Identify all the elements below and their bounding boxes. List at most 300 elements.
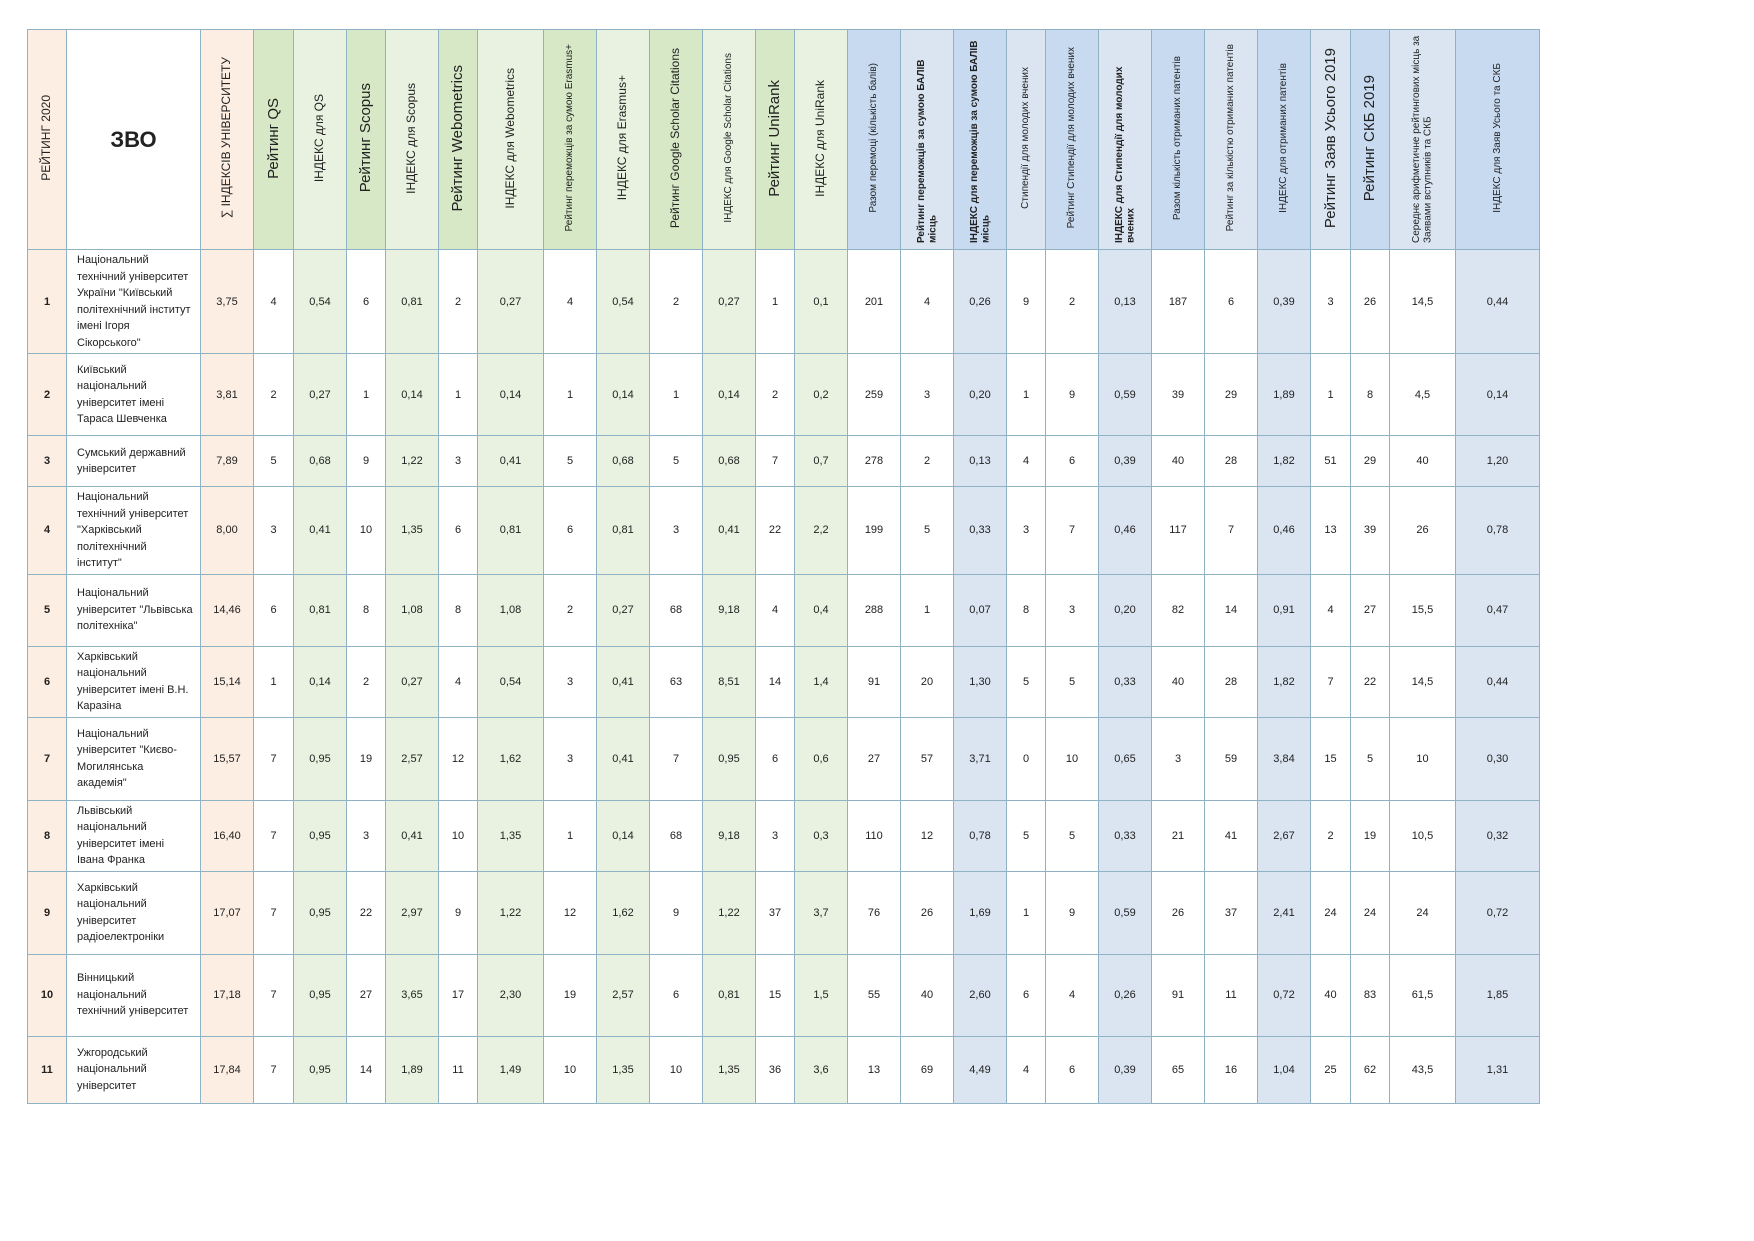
header-index-webometrics: ІНДЕКС для Webometrics	[478, 30, 544, 250]
cell-mean-rank-applications-skb: 14,5	[1390, 250, 1456, 354]
cell-young-scientist-grants: 9	[1007, 250, 1046, 354]
cell-index-qs: 0,95	[294, 871, 347, 954]
cell-index-qs: 0,95	[294, 1036, 347, 1103]
cell-rank-2020: 7	[28, 717, 67, 800]
cell-mean-rank-applications-skb: 26	[1390, 487, 1456, 575]
cell-index-patents: 1,89	[1258, 354, 1311, 436]
cell-university-name: Національний університет "Львівська політехніка"	[67, 574, 201, 646]
cell-index-patents: 3,84	[1258, 717, 1311, 800]
header-index-young-scientist-grants: ІНДЕКС для Стипендії для молодих вчених	[1099, 30, 1152, 250]
cell-index-google-scholar: 1,22	[703, 871, 756, 954]
table-row	[28, 250, 1540, 354]
cell-index-applications-skb: 0,72	[1456, 871, 1540, 954]
cell-index-qs: 0,27	[294, 354, 347, 436]
cell-rank-patents: 29	[1205, 354, 1258, 436]
header-zvo: ЗВО	[67, 30, 201, 250]
cell-index-qs: 0,68	[294, 436, 347, 487]
header-mean-rank-applications-skb: Середнє арифметичне рейтингових місць за Заявами вступників та СКБ	[1390, 30, 1456, 250]
cell-index-patents: 1,82	[1258, 646, 1311, 717]
cell-index-erasmus: 1,35	[597, 1036, 650, 1103]
cell-university-name: Харківський національний університет радіоелектроніки	[67, 871, 201, 954]
cell-rank-unirank: 36	[756, 1036, 795, 1103]
header-rank-skb-2019: Рейтинг СКБ 2019	[1351, 30, 1390, 250]
cell-sum-index: 8,00	[201, 487, 254, 575]
cell-total-wins-points: 259	[848, 354, 901, 436]
cell-index-patents: 1,82	[1258, 436, 1311, 487]
cell-rank-skb-2019: 39	[1351, 487, 1390, 575]
cell-university-name: Київський національний університет імені Тараса Шевченка	[67, 354, 201, 436]
cell-index-google-scholar: 0,68	[703, 436, 756, 487]
cell-index-young-scientist-grants: 0,26	[1099, 954, 1152, 1036]
cell-rank-young-scientist-grants: 4	[1046, 954, 1099, 1036]
table-row	[28, 574, 1540, 646]
table-row	[28, 871, 1540, 954]
cell-index-unirank: 2,2	[795, 487, 848, 575]
cell-sum-index: 7,89	[201, 436, 254, 487]
cell-mean-rank-applications-skb: 43,5	[1390, 1036, 1456, 1103]
cell-index-erasmus: 0,14	[597, 354, 650, 436]
cell-rank-applications-2019: 3	[1311, 250, 1351, 354]
header-index-google-scholar: ІНДЕКС для Google Scholar Citations	[703, 30, 756, 250]
cell-index-google-scholar: 0,95	[703, 717, 756, 800]
cell-rank-young-scientist-grants: 10	[1046, 717, 1099, 800]
cell-index-patents: 2,41	[1258, 871, 1311, 954]
table-row	[28, 354, 1540, 436]
cell-rank-skb-2019: 8	[1351, 354, 1390, 436]
table-body	[28, 250, 1540, 1104]
header-rank-wins-points: Рейтинг переможців за сумою БАЛІВ місць	[901, 30, 954, 250]
cell-rank-2020: 2	[28, 354, 67, 436]
cell-rank-2020: 3	[28, 436, 67, 487]
cell-index-unirank: 0,4	[795, 574, 848, 646]
cell-index-applications-skb: 0,14	[1456, 354, 1540, 436]
cell-mean-rank-applications-skb: 14,5	[1390, 646, 1456, 717]
cell-rank-applications-2019: 24	[1311, 871, 1351, 954]
header-rank-patents: Рейтинг за кількістю отриманих патентів	[1205, 30, 1258, 250]
cell-total-patents: 40	[1152, 646, 1205, 717]
header-index-patents: ІНДЕКС для отриманих патентів	[1258, 30, 1311, 250]
cell-index-applications-skb: 0,30	[1456, 717, 1540, 800]
cell-rank-unirank: 2	[756, 354, 795, 436]
cell-index-patents: 0,46	[1258, 487, 1311, 575]
cell-index-scopus: 1,89	[386, 1036, 439, 1103]
cell-index-applications-skb: 1,85	[1456, 954, 1540, 1036]
rating-table	[27, 29, 1540, 1104]
cell-rank-young-scientist-grants: 6	[1046, 436, 1099, 487]
cell-total-wins-points: 76	[848, 871, 901, 954]
cell-rank-applications-2019: 7	[1311, 646, 1351, 717]
cell-rank-qs: 4	[254, 250, 294, 354]
cell-rank-unirank: 15	[756, 954, 795, 1036]
cell-rank-scopus: 14	[347, 1036, 386, 1103]
cell-sum-index: 17,84	[201, 1036, 254, 1103]
cell-rank-applications-2019: 4	[1311, 574, 1351, 646]
cell-index-unirank: 3,6	[795, 1036, 848, 1103]
cell-rank-2020: 6	[28, 646, 67, 717]
cell-rank-skb-2019: 29	[1351, 436, 1390, 487]
cell-rank-qs: 7	[254, 1036, 294, 1103]
cell-index-scopus: 2,97	[386, 871, 439, 954]
header-index-applications-skb: ІНДЕКС для Заяв Усього та СКБ	[1456, 30, 1540, 250]
cell-index-scopus: 0,81	[386, 250, 439, 354]
cell-rank-erasmus: 6	[544, 487, 597, 575]
table-row	[28, 646, 1540, 717]
cell-index-unirank: 0,1	[795, 250, 848, 354]
cell-rank-webometrics: 12	[439, 717, 478, 800]
cell-index-erasmus: 0,41	[597, 646, 650, 717]
cell-index-qs: 0,14	[294, 646, 347, 717]
cell-rank-wins-points: 20	[901, 646, 954, 717]
cell-rank-google-scholar: 2	[650, 250, 703, 354]
cell-index-unirank: 0,3	[795, 800, 848, 871]
cell-rank-qs: 2	[254, 354, 294, 436]
cell-index-scopus: 3,65	[386, 954, 439, 1036]
cell-sum-index: 3,81	[201, 354, 254, 436]
cell-rank-2020: 9	[28, 871, 67, 954]
cell-total-wins-points: 27	[848, 717, 901, 800]
cell-index-scopus: 1,22	[386, 436, 439, 487]
cell-mean-rank-applications-skb: 24	[1390, 871, 1456, 954]
cell-rank-skb-2019: 26	[1351, 250, 1390, 354]
header-rank-young-scientist-grants: Рейтинг Стипендії для молодих вчених	[1046, 30, 1099, 250]
cell-rank-webometrics: 4	[439, 646, 478, 717]
cell-index-wins-points: 1,69	[954, 871, 1007, 954]
cell-rank-google-scholar: 68	[650, 800, 703, 871]
cell-rank-wins-points: 26	[901, 871, 954, 954]
cell-index-google-scholar: 0,27	[703, 250, 756, 354]
cell-rank-young-scientist-grants: 6	[1046, 1036, 1099, 1103]
cell-index-webometrics: 1,62	[478, 717, 544, 800]
cell-rank-scopus: 6	[347, 250, 386, 354]
cell-index-erasmus: 0,14	[597, 800, 650, 871]
cell-total-wins-points: 13	[848, 1036, 901, 1103]
cell-rank-skb-2019: 22	[1351, 646, 1390, 717]
cell-rank-wins-points: 1	[901, 574, 954, 646]
cell-index-patents: 1,04	[1258, 1036, 1311, 1103]
cell-index-webometrics: 0,14	[478, 354, 544, 436]
cell-index-young-scientist-grants: 0,59	[1099, 871, 1152, 954]
cell-total-wins-points: 91	[848, 646, 901, 717]
cell-index-google-scholar: 9,18	[703, 574, 756, 646]
cell-university-name: Вінницький національний технічний університет	[67, 954, 201, 1036]
cell-rank-google-scholar: 6	[650, 954, 703, 1036]
cell-rank-patents: 14	[1205, 574, 1258, 646]
cell-rank-2020: 4	[28, 487, 67, 575]
cell-index-webometrics: 1,08	[478, 574, 544, 646]
cell-mean-rank-applications-skb: 61,5	[1390, 954, 1456, 1036]
cell-rank-google-scholar: 10	[650, 1036, 703, 1103]
cell-rank-skb-2019: 19	[1351, 800, 1390, 871]
cell-rank-applications-2019: 2	[1311, 800, 1351, 871]
cell-rank-2020: 11	[28, 1036, 67, 1103]
cell-rank-webometrics: 17	[439, 954, 478, 1036]
cell-rank-webometrics: 10	[439, 800, 478, 871]
cell-rank-2020: 10	[28, 954, 67, 1036]
cell-young-scientist-grants: 4	[1007, 436, 1046, 487]
cell-mean-rank-applications-skb: 10,5	[1390, 800, 1456, 871]
cell-rank-wins-points: 2	[901, 436, 954, 487]
cell-index-wins-points: 1,30	[954, 646, 1007, 717]
cell-young-scientist-grants: 8	[1007, 574, 1046, 646]
cell-index-qs: 0,95	[294, 717, 347, 800]
cell-index-patents: 2,67	[1258, 800, 1311, 871]
header-young-scientist-grants: Стипендії для молодих вчених	[1007, 30, 1046, 250]
cell-index-unirank: 0,7	[795, 436, 848, 487]
cell-rank-unirank: 4	[756, 574, 795, 646]
cell-index-wins-points: 4,49	[954, 1036, 1007, 1103]
cell-young-scientist-grants: 5	[1007, 646, 1046, 717]
table-row	[28, 1036, 1540, 1103]
cell-index-webometrics: 0,27	[478, 250, 544, 354]
cell-young-scientist-grants: 0	[1007, 717, 1046, 800]
cell-index-erasmus: 0,54	[597, 250, 650, 354]
header-index-qs: ІНДЕКС для QS	[294, 30, 347, 250]
cell-rank-qs: 7	[254, 800, 294, 871]
cell-rank-erasmus: 1	[544, 800, 597, 871]
cell-rank-erasmus: 19	[544, 954, 597, 1036]
cell-sum-index: 17,07	[201, 871, 254, 954]
cell-index-google-scholar: 0,81	[703, 954, 756, 1036]
cell-university-name: Харківський національний університет імені В.Н. Каразіна	[67, 646, 201, 717]
cell-rank-webometrics: 6	[439, 487, 478, 575]
cell-total-wins-points: 288	[848, 574, 901, 646]
cell-index-applications-skb: 0,44	[1456, 250, 1540, 354]
cell-index-erasmus: 0,41	[597, 717, 650, 800]
cell-rank-young-scientist-grants: 2	[1046, 250, 1099, 354]
cell-rank-applications-2019: 13	[1311, 487, 1351, 575]
cell-rank-qs: 1	[254, 646, 294, 717]
cell-mean-rank-applications-skb: 10	[1390, 717, 1456, 800]
cell-rank-qs: 3	[254, 487, 294, 575]
cell-rank-patents: 37	[1205, 871, 1258, 954]
header-sum-index: ∑ ІНДЕКСІВ УНІВЕРСИТЕТУ	[201, 30, 254, 250]
cell-sum-index: 15,57	[201, 717, 254, 800]
cell-young-scientist-grants: 5	[1007, 800, 1046, 871]
cell-rank-skb-2019: 5	[1351, 717, 1390, 800]
cell-index-erasmus: 0,27	[597, 574, 650, 646]
cell-rank-google-scholar: 7	[650, 717, 703, 800]
cell-rank-patents: 16	[1205, 1036, 1258, 1103]
cell-rank-scopus: 3	[347, 800, 386, 871]
cell-rank-patents: 6	[1205, 250, 1258, 354]
cell-index-webometrics: 1,22	[478, 871, 544, 954]
cell-rank-webometrics: 11	[439, 1036, 478, 1103]
cell-rank-applications-2019: 40	[1311, 954, 1351, 1036]
cell-index-unirank: 1,5	[795, 954, 848, 1036]
cell-rank-webometrics: 1	[439, 354, 478, 436]
header-rank-webometrics: Рейтинг Webometrics	[439, 30, 478, 250]
cell-rank-young-scientist-grants: 5	[1046, 646, 1099, 717]
header-rank-google-scholar: Рейтинг Google Scholar Citations	[650, 30, 703, 250]
cell-rank-applications-2019: 51	[1311, 436, 1351, 487]
cell-index-patents: 0,72	[1258, 954, 1311, 1036]
cell-index-qs: 0,54	[294, 250, 347, 354]
cell-index-erasmus: 0,81	[597, 487, 650, 575]
cell-index-young-scientist-grants: 0,33	[1099, 646, 1152, 717]
cell-index-erasmus: 0,68	[597, 436, 650, 487]
cell-rank-patents: 28	[1205, 436, 1258, 487]
cell-rank-google-scholar: 3	[650, 487, 703, 575]
cell-rank-patents: 59	[1205, 717, 1258, 800]
cell-index-wins-points: 2,60	[954, 954, 1007, 1036]
table-row	[28, 717, 1540, 800]
header-rank-scopus: Рейтинг Scopus	[347, 30, 386, 250]
cell-rank-2020: 5	[28, 574, 67, 646]
cell-young-scientist-grants: 3	[1007, 487, 1046, 575]
cell-rank-scopus: 22	[347, 871, 386, 954]
cell-index-wins-points: 0,13	[954, 436, 1007, 487]
cell-index-wins-points: 0,78	[954, 800, 1007, 871]
cell-index-applications-skb: 0,78	[1456, 487, 1540, 575]
cell-rank-scopus: 10	[347, 487, 386, 575]
cell-index-webometrics: 1,35	[478, 800, 544, 871]
cell-index-google-scholar: 9,18	[703, 800, 756, 871]
cell-rank-qs: 6	[254, 574, 294, 646]
cell-university-name: Національний технічний університет України "Київський політехнічний інститут імені Ігоря Сікорського"	[67, 250, 201, 354]
cell-rank-skb-2019: 27	[1351, 574, 1390, 646]
cell-index-webometrics: 0,54	[478, 646, 544, 717]
table-row	[28, 487, 1540, 575]
cell-total-patents: 39	[1152, 354, 1205, 436]
cell-index-qs: 0,81	[294, 574, 347, 646]
cell-index-webometrics: 0,41	[478, 436, 544, 487]
cell-total-wins-points: 55	[848, 954, 901, 1036]
cell-rank-applications-2019: 1	[1311, 354, 1351, 436]
cell-total-wins-points: 199	[848, 487, 901, 575]
cell-rank-patents: 7	[1205, 487, 1258, 575]
cell-rank-scopus: 2	[347, 646, 386, 717]
cell-university-name: Національний технічний університет "Харківський політехнічний інститут"	[67, 487, 201, 575]
cell-mean-rank-applications-skb: 4,5	[1390, 354, 1456, 436]
cell-rank-erasmus: 12	[544, 871, 597, 954]
cell-rank-wins-points: 57	[901, 717, 954, 800]
cell-total-patents: 91	[1152, 954, 1205, 1036]
cell-rank-scopus: 8	[347, 574, 386, 646]
cell-index-unirank: 3,7	[795, 871, 848, 954]
cell-rank-young-scientist-grants: 9	[1046, 871, 1099, 954]
cell-rank-skb-2019: 62	[1351, 1036, 1390, 1103]
cell-index-applications-skb: 0,47	[1456, 574, 1540, 646]
cell-rank-google-scholar: 5	[650, 436, 703, 487]
cell-total-patents: 26	[1152, 871, 1205, 954]
header-rank-erasmus: Рейтинг переможців за сумою Erasmus+	[544, 30, 597, 250]
cell-rank-scopus: 19	[347, 717, 386, 800]
header-index-unirank: ІНДЕКС для UniRank	[795, 30, 848, 250]
cell-index-erasmus: 1,62	[597, 871, 650, 954]
cell-university-name: Сумський державний університет	[67, 436, 201, 487]
cell-index-wins-points: 3,71	[954, 717, 1007, 800]
cell-rank-erasmus: 10	[544, 1036, 597, 1103]
header-index-erasmus: ІНДЕКС для Erasmus+	[597, 30, 650, 250]
cell-index-scopus: 0,41	[386, 800, 439, 871]
cell-index-scopus: 1,08	[386, 574, 439, 646]
cell-index-google-scholar: 0,14	[703, 354, 756, 436]
cell-index-qs: 0,41	[294, 487, 347, 575]
header-total-patents: Разом кількість отриманих патентів	[1152, 30, 1205, 250]
cell-rank-webometrics: 3	[439, 436, 478, 487]
cell-rank-webometrics: 2	[439, 250, 478, 354]
cell-rank-patents: 11	[1205, 954, 1258, 1036]
cell-rank-applications-2019: 25	[1311, 1036, 1351, 1103]
cell-index-scopus: 1,35	[386, 487, 439, 575]
cell-rank-google-scholar: 1	[650, 354, 703, 436]
cell-index-erasmus: 2,57	[597, 954, 650, 1036]
cell-rank-scopus: 9	[347, 436, 386, 487]
cell-rank-qs: 7	[254, 717, 294, 800]
cell-mean-rank-applications-skb: 15,5	[1390, 574, 1456, 646]
cell-rank-unirank: 3	[756, 800, 795, 871]
cell-total-patents: 117	[1152, 487, 1205, 575]
cell-rank-wins-points: 3	[901, 354, 954, 436]
cell-index-young-scientist-grants: 0,65	[1099, 717, 1152, 800]
cell-rank-erasmus: 3	[544, 717, 597, 800]
cell-index-young-scientist-grants: 0,13	[1099, 250, 1152, 354]
cell-rank-google-scholar: 9	[650, 871, 703, 954]
cell-rank-webometrics: 8	[439, 574, 478, 646]
cell-index-google-scholar: 0,41	[703, 487, 756, 575]
cell-rank-qs: 7	[254, 871, 294, 954]
cell-rank-webometrics: 9	[439, 871, 478, 954]
cell-index-young-scientist-grants: 0,33	[1099, 800, 1152, 871]
cell-index-young-scientist-grants: 0,59	[1099, 354, 1152, 436]
cell-rank-unirank: 6	[756, 717, 795, 800]
cell-total-patents: 65	[1152, 1036, 1205, 1103]
cell-rank-wins-points: 4	[901, 250, 954, 354]
cell-rank-unirank: 1	[756, 250, 795, 354]
cell-total-patents: 3	[1152, 717, 1205, 800]
cell-total-patents: 187	[1152, 250, 1205, 354]
cell-rank-wins-points: 5	[901, 487, 954, 575]
cell-rank-qs: 7	[254, 954, 294, 1036]
header-rank-2020: РЕЙТИНГ 2020	[28, 30, 67, 250]
cell-total-wins-points: 110	[848, 800, 901, 871]
cell-rank-patents: 41	[1205, 800, 1258, 871]
cell-index-google-scholar: 1,35	[703, 1036, 756, 1103]
cell-rank-erasmus: 5	[544, 436, 597, 487]
cell-index-google-scholar: 8,51	[703, 646, 756, 717]
cell-sum-index: 17,18	[201, 954, 254, 1036]
cell-index-young-scientist-grants: 0,20	[1099, 574, 1152, 646]
header-total-wins-points: Разом перемоці (кількість балів)	[848, 30, 901, 250]
cell-rank-skb-2019: 83	[1351, 954, 1390, 1036]
cell-index-qs: 0,95	[294, 800, 347, 871]
cell-mean-rank-applications-skb: 40	[1390, 436, 1456, 487]
cell-index-patents: 0,91	[1258, 574, 1311, 646]
cell-rank-unirank: 22	[756, 487, 795, 575]
cell-rank-qs: 5	[254, 436, 294, 487]
cell-rank-unirank: 37	[756, 871, 795, 954]
cell-rank-erasmus: 3	[544, 646, 597, 717]
cell-index-patents: 0,39	[1258, 250, 1311, 354]
cell-rank-erasmus: 1	[544, 354, 597, 436]
table-row	[28, 436, 1540, 487]
cell-total-wins-points: 201	[848, 250, 901, 354]
cell-index-wins-points: 0,26	[954, 250, 1007, 354]
cell-index-unirank: 1,4	[795, 646, 848, 717]
cell-young-scientist-grants: 4	[1007, 1036, 1046, 1103]
cell-sum-index: 14,46	[201, 574, 254, 646]
cell-rank-applications-2019: 15	[1311, 717, 1351, 800]
cell-young-scientist-grants: 1	[1007, 354, 1046, 436]
cell-rank-young-scientist-grants: 5	[1046, 800, 1099, 871]
cell-index-applications-skb: 1,20	[1456, 436, 1540, 487]
header-row	[28, 30, 1540, 250]
cell-total-wins-points: 278	[848, 436, 901, 487]
cell-rank-2020: 1	[28, 250, 67, 354]
cell-rank-google-scholar: 63	[650, 646, 703, 717]
cell-rank-wins-points: 69	[901, 1036, 954, 1103]
cell-index-wins-points: 0,33	[954, 487, 1007, 575]
